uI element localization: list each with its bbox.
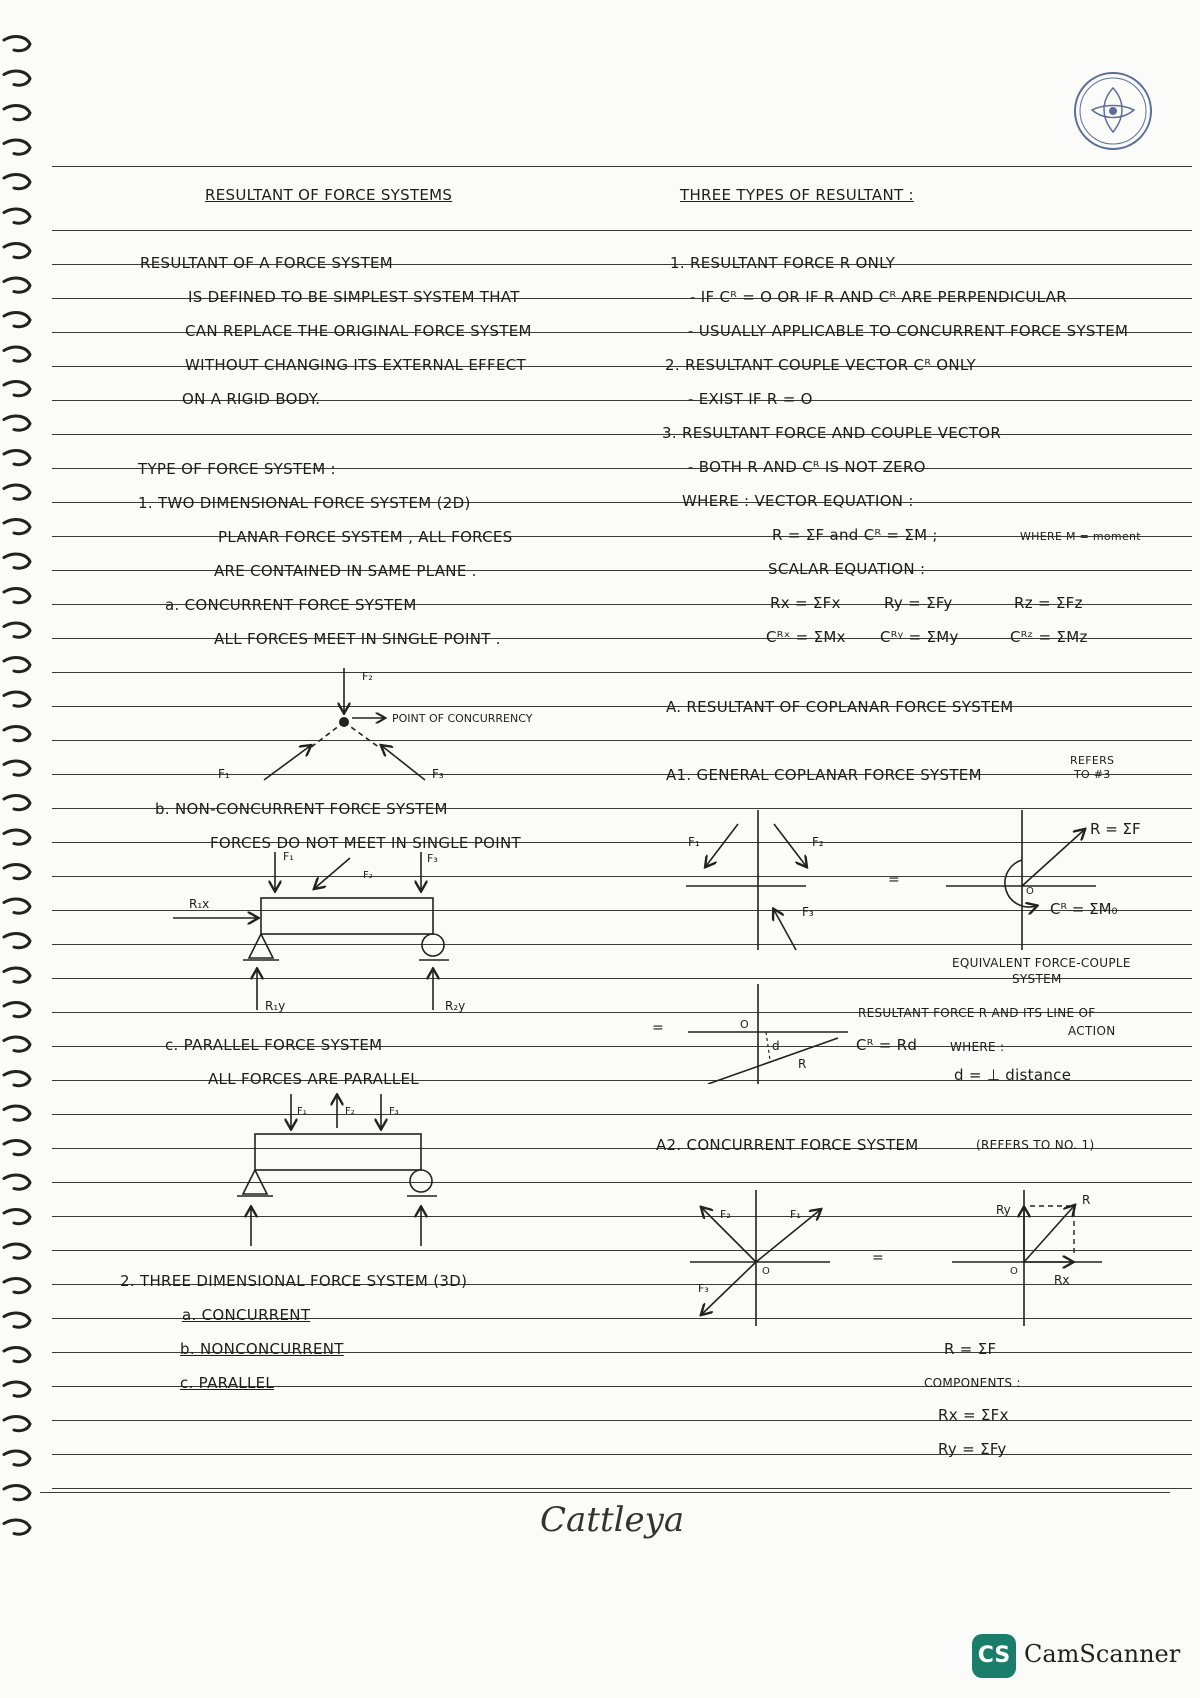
type-2-condition: - EXIST IF R = O [688,390,813,408]
fig-a2-f2-label: F₂ [720,1208,731,1221]
spiral-ring [4,1037,30,1051]
spiral-ring [4,1313,30,1327]
ruled-line [52,1182,1192,1183]
three-d-item-3: c. PARALLEL [180,1374,275,1392]
fig-b-r1y-label: R₁y [265,999,286,1013]
resultant-line-of-action-diagram [648,984,868,1084]
spiral-ring [4,106,30,120]
type-1-usage: - USUALLY APPLICABLE TO CONCURRENT FORCE SYSTEM [688,322,1129,340]
a2-refers: (REFERS TO NO. 1) [976,1138,1095,1152]
spiral-ring [4,968,30,982]
equivalent-label: EQUIVALENT FORCE-COUPLE [952,956,1131,970]
bottom-margin-line [40,1492,1170,1493]
fig-a1-equals: = [888,872,900,888]
spiral-ring [4,830,30,844]
fig-a-f2-label: F₂ [362,670,373,683]
spiral-ring [4,1348,30,1362]
spiral-ring [4,727,30,741]
a1-refers-to: TO #3 [1074,768,1111,781]
scalar-ry: Ry = ΣFy [884,594,953,612]
spiral-ring [4,1244,30,1258]
ruled-line [52,230,1192,231]
type-1: 1. RESULTANT FORCE R ONLY [670,254,896,272]
def-line-1: RESULTANT OF A FORCE SYSTEM [140,254,394,272]
fig-c-f2-label: F₂ [345,1106,355,1117]
type-3: 3. RESULTANT FORCE AND COUPLE VECTOR [662,424,1002,442]
spiral-ring [4,1210,30,1224]
three-d-item-2: b. NONCONCURRENT [180,1340,344,1358]
spiral-ring [4,451,30,465]
rd-distance: d = ⊥ distance [954,1066,1072,1084]
spiral-ring [4,1106,30,1120]
right-title: THREE TYPES OF RESULTANT : [680,186,914,204]
parallel-heading: c. PARALLEL FORCE SYSTEM [165,1036,383,1054]
fig-a2-f1-label: F₁ [790,1208,801,1221]
fig-b-r1x-label: R₁x [189,897,210,911]
spiral-ring [4,1279,30,1293]
planar-line-2: ARE CONTAINED IN SAME PLANE . [214,562,477,580]
fig-rd-equals: = [652,1020,664,1036]
fig-a2-equals: = [872,1250,884,1266]
ruled-line [52,434,1192,435]
fig-a1-r-label: R = ΣF [1090,820,1141,838]
fig-a-f3-label: F₃ [432,767,444,781]
spiral-ring [4,796,30,810]
vector-equation: R = ΣF and Cᴿ = ΣM ; [772,526,938,544]
equivalent-system-label: SYSTEM [1012,972,1062,986]
spiral-ring [4,209,30,223]
spiral-ring [4,554,30,568]
def-line-4: WITHOUT CHANGING ITS EXTERNAL EFFECT [185,356,526,374]
scalar-cry: Cᴿʸ = ΣMy [880,628,959,646]
type-heading: TYPE OF FORCE SYSTEM : [138,460,336,478]
spiral-ring [4,589,30,603]
camscanner-logo: CS [972,1634,1016,1678]
parallel-force-diagram [225,1090,445,1250]
vector-equation-heading: WHERE : VECTOR EQUATION : [682,492,914,510]
spiral-ring [4,1520,30,1534]
spiral-ring [4,485,30,499]
fig-b-f3-label: F₃ [427,852,438,865]
scalar-crz: Cᴿᶻ = ΣMz [1010,628,1088,646]
scalar-rz: Rz = ΣFz [1014,594,1083,612]
camscanner-label: CamScanner [1024,1640,1181,1668]
fig-a-f1-label: F₁ [218,767,230,781]
fig-a-poc-label: POINT OF CONCURRENCY [392,712,533,725]
fig-b-r2y-label: R₂y [445,999,466,1013]
spiral-ring [4,520,30,534]
spiral-binding [0,0,40,1600]
scalar-rx: Rx = ΣFx [770,594,841,612]
fig-a1-c-label: Cᴿ = ΣM₀ [1050,900,1118,918]
nonconcurrent-desc: FORCES DO NOT MEET IN SINGLE POINT [210,834,521,852]
fig-a2-o-label: O [762,1266,770,1277]
type-1-condition: - IF Cᴿ = O OR IF R AND Cᴿ ARE PERPENDICULAR [690,288,1067,306]
fig-a1-f2-label: F₂ [812,835,824,849]
spiral-ring [4,37,30,51]
spiral-ring [4,347,30,361]
ruled-line [52,1488,1192,1489]
fig-rd-r-label: R [798,1057,807,1071]
fig-a2-ry-label: Ry [996,1203,1011,1217]
spiral-ring [4,244,30,258]
scalar-crx: Cᴿˣ = ΣMx [766,628,846,646]
spiral-ring [4,1072,30,1086]
type-3-condition: - BOTH R AND Cᴿ IS NOT ZERO [688,458,926,476]
a2-ry: Ry = ΣFy [938,1440,1007,1458]
fig-a2-f3-label: F₃ [698,1282,709,1295]
spiral-ring [4,140,30,154]
ruled-line [52,1420,1192,1421]
type-2: 2. RESULTANT COUPLE VECTOR Cᴿ ONLY [665,356,977,374]
a1-refers: REFERS [1070,754,1115,767]
fig-a1-f3-label: F₃ [802,905,814,919]
a2-components: COMPONENTS : [924,1376,1021,1390]
def-line-2: IS DEFINED TO BE SIMPLEST SYSTEM THAT [188,288,520,306]
planar-line-1: PLANAR FORCE SYSTEM , ALL FORCES [218,528,513,546]
spiral-ring [4,934,30,948]
rd-equation: Cᴿ = Rd [856,1036,918,1054]
concurrent-desc: ALL FORCES MEET IN SINGLE POINT . [214,630,501,648]
a2-resultant: R = ΣF [944,1340,997,1358]
fig-b-f2-label: F₂ [363,870,373,881]
fig-b-f1-label: F₁ [283,850,294,863]
cattleya-signature: Cattleya [540,1500,685,1540]
ruled-line [52,166,1192,167]
a1-heading: A1. GENERAL COPLANAR FORCE SYSTEM [666,766,982,784]
fig-a2-r-label: R [1082,1193,1091,1207]
two-d-heading: 1. TWO DIMENSIONAL FORCE SYSTEM (2D) [138,494,471,512]
rd-where: WHERE : [950,1040,1005,1054]
rd-title-action: ACTION [1068,1024,1116,1038]
spiral-ring [4,692,30,706]
spiral-ring [4,1003,30,1017]
spiral-ring [4,1451,30,1465]
three-d-item-1: a. CONCURRENT [182,1306,311,1324]
spiral-ring [4,1486,30,1500]
fig-a2-rx-label: Rx [1054,1273,1070,1287]
spiral-ring [4,1141,30,1155]
moment-note: WHERE M = moment [1020,530,1141,543]
spiral-ring [4,865,30,879]
spiral-ring [4,623,30,637]
concurrent-force-diagram [180,660,600,790]
fig-a1-o-label: O [1026,886,1034,897]
rd-title: RESULTANT FORCE R AND ITS LINE OF [858,1006,1096,1020]
ruled-line [52,1114,1192,1115]
def-line-5: ON A RIGID BODY. [182,390,321,408]
spiral-ring [4,658,30,672]
three-d-heading: 2. THREE DIMENSIONAL FORCE SYSTEM (3D) [120,1272,468,1290]
fig-c-f3-label: F₃ [389,1106,399,1117]
spiral-ring [4,313,30,327]
nonconcurrent-heading: b. NON-CONCURRENT FORCE SYSTEM [155,800,448,818]
spiral-ring [4,175,30,189]
parallel-desc: ALL FORCES ARE PARALLEL [208,1070,419,1088]
concurrent-heading: a. CONCURRENT FORCE SYSTEM [165,596,417,614]
spiral-ring [4,416,30,430]
a2-heading: A2. CONCURRENT FORCE SYSTEM [656,1136,919,1154]
fig-a2-o2-label: O [1010,1266,1018,1277]
def-line-3: CAN REPLACE THE ORIGINAL FORCE SYSTEM [185,322,532,340]
section-a-heading: A. RESULTANT OF COPLANAR FORCE SYSTEM [666,698,1014,716]
concurrent-resultant-diagram [690,1190,1110,1330]
spiral-ring [4,1382,30,1396]
fig-rd-o-label: O [740,1018,749,1031]
flower-seal-stamp [1072,70,1154,152]
fig-c-f1-label: F₁ [297,1106,307,1117]
general-coplanar-diagram [686,810,1186,960]
ruled-line [52,1454,1192,1455]
nonconcurrent-beam-diagram [165,848,495,1018]
fig-rd-d-label: d [772,1039,780,1053]
spiral-ring [4,1417,30,1431]
fig-a1-f1-label: F₁ [688,835,700,849]
scalar-equation-heading: SCALAR EQUATION : [768,560,926,578]
left-title: RESULTANT OF FORCE SYSTEMS [205,186,453,204]
spiral-ring [4,899,30,913]
spiral-ring [4,278,30,292]
spiral-ring [4,1175,30,1189]
spiral-ring [4,382,30,396]
spiral-ring [4,71,30,85]
spiral-ring [4,761,30,775]
a2-rx: Rx = ΣFx [938,1406,1009,1424]
